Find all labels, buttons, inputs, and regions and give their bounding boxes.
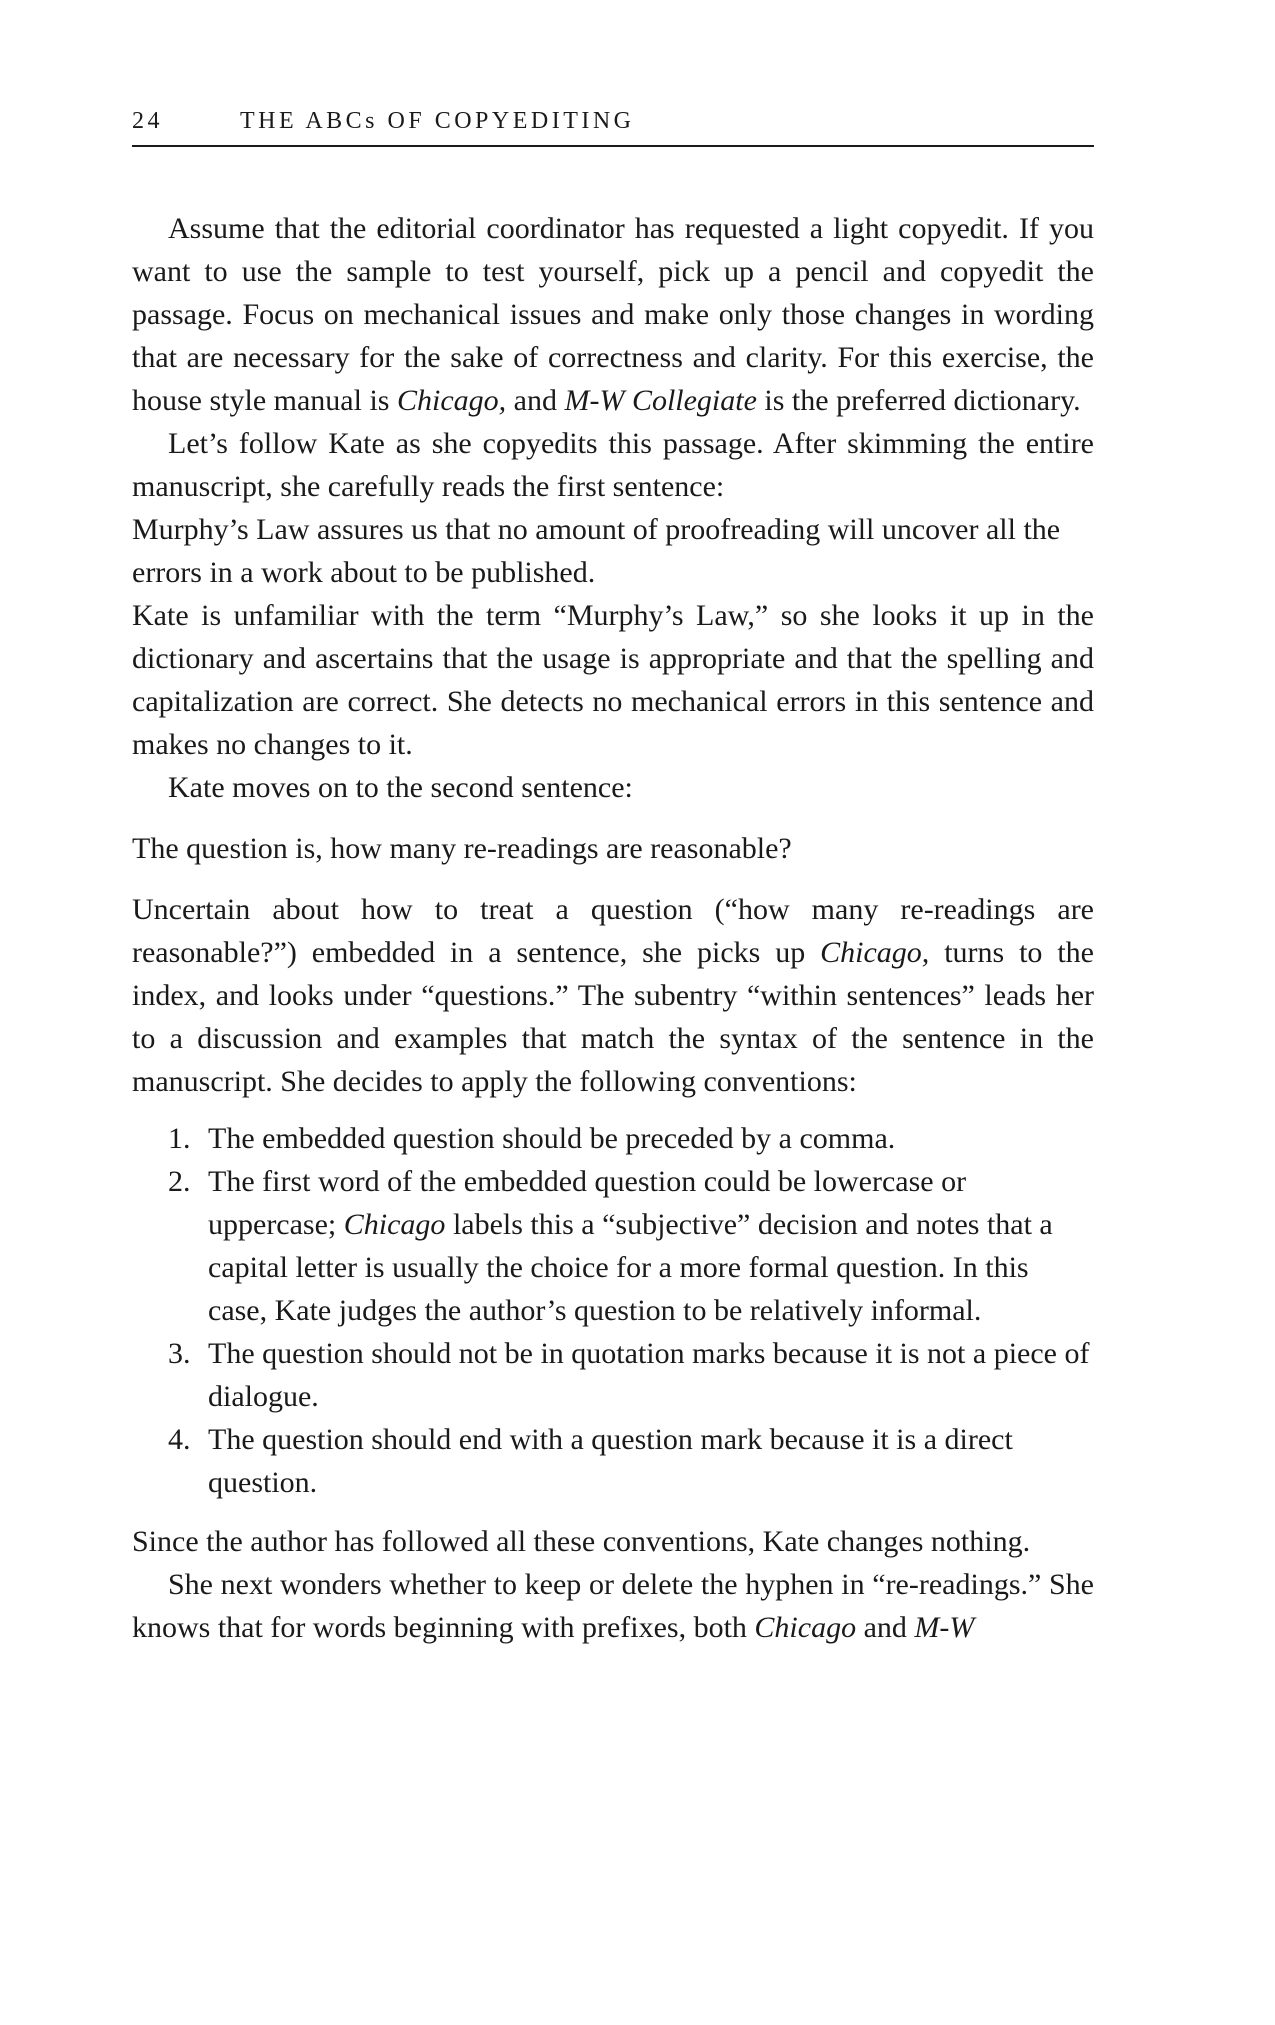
paragraph-murphys-law: Kate is unfamiliar with the term “Murphy’s Law,” so she looks it up in the dictionary and ascertains that the usage is appropriate and that the spelling and capitalization are correct. She detects no mechanical errors in this sentence and makes no changes to it. (132, 599, 1094, 761)
italic-title: Chicago (343, 1208, 446, 1241)
list-item (168, 1117, 1094, 1160)
list-text: The question should end with a question mark because it is a direct question. (208, 1423, 1013, 1499)
list-item (168, 1418, 1094, 1504)
text-run: Uncertain about how to treat a question (“how many re-readings are reasonable?”) embedded in a sentence, she picks up (132, 893, 1094, 969)
running-title: THE ABCs OF COPYEDITING (240, 108, 635, 134)
paragraph-follow-kate: Let’s follow Kate as she copyedits this passage. After skimming the entire manuscript, she carefully reads the first sentence: (132, 427, 1094, 503)
extract-first-sentence: Murphy’s Law assures us that no amount of proofreading will uncover all the errors in a work about to be published. (132, 513, 1061, 589)
list-number: 2. (168, 1165, 191, 1198)
text-run: labels this a “subjective” decision and notes that a capital letter is usually the choice for a more formal question. In this case, Kate judges the author’s question to be relatively informal. (208, 1208, 1053, 1327)
paragraph-changes-nothing: Since the author has followed all these conventions, Kate changes nothing. (132, 1525, 1031, 1558)
running-head (132, 108, 1094, 147)
paragraph-second-sentence: Kate moves on to the second sentence: (168, 771, 633, 804)
list-number: 4. (168, 1423, 191, 1456)
paragraph-intro (132, 207, 1094, 422)
text-run: turns to the index, and looks under “questions.” The subentry “within sentences” leads her to a discussion and examples that match the syntax of the sentence in the manuscript. She decides to apply the following conventions: (132, 936, 1094, 1098)
italic-title: Chicago (754, 1611, 857, 1644)
list-text: The embedded question should be preceded by a comma. (208, 1122, 896, 1155)
italic-title: Chicago, (820, 936, 930, 969)
paragraph-embedded-question (132, 888, 1094, 1103)
list-text (208, 1165, 1053, 1327)
italic-title: Chicago, (396, 384, 507, 417)
text-run: The first word of the embedded question could be lowercase or uppercase; (208, 1165, 967, 1241)
text-run: Assume that the editorial coordinator has requested a light copyedit. If you want to use the sample to test yourself, pick up a pencil and copyedit the passage. Focus on mechanical issues and make only those changes in wording that are necessary for the sake of correctness and clarity. For this exercise, the house style manual is (132, 212, 1094, 417)
paragraph-hyphen (132, 1563, 1094, 1649)
text-run: and (856, 1611, 915, 1644)
list-number: 1. (168, 1122, 191, 1155)
list-item (168, 1332, 1094, 1418)
extract-second-sentence: The question is, how many re-readings are reasonable? (132, 832, 792, 865)
list-text: The question should not be in quotation marks because it is not a piece of dialogue. (208, 1337, 1090, 1413)
text-run: is the preferred dictionary. (756, 384, 1081, 417)
book-page (132, 108, 1094, 1649)
conventions-list (168, 1117, 1094, 1504)
text-run: and (506, 384, 565, 417)
italic-title: M-W Collegiate (564, 384, 757, 417)
text-run: She next wonders whether to keep or delete the hyphen in “re-readings.” She knows that for words beginning with prefixes, both (132, 1568, 1094, 1644)
page-number: 24 (132, 108, 163, 134)
list-number: 3. (168, 1337, 191, 1370)
list-item (168, 1160, 1094, 1332)
italic-title: M-W (914, 1611, 975, 1644)
page-body (132, 207, 1094, 1649)
